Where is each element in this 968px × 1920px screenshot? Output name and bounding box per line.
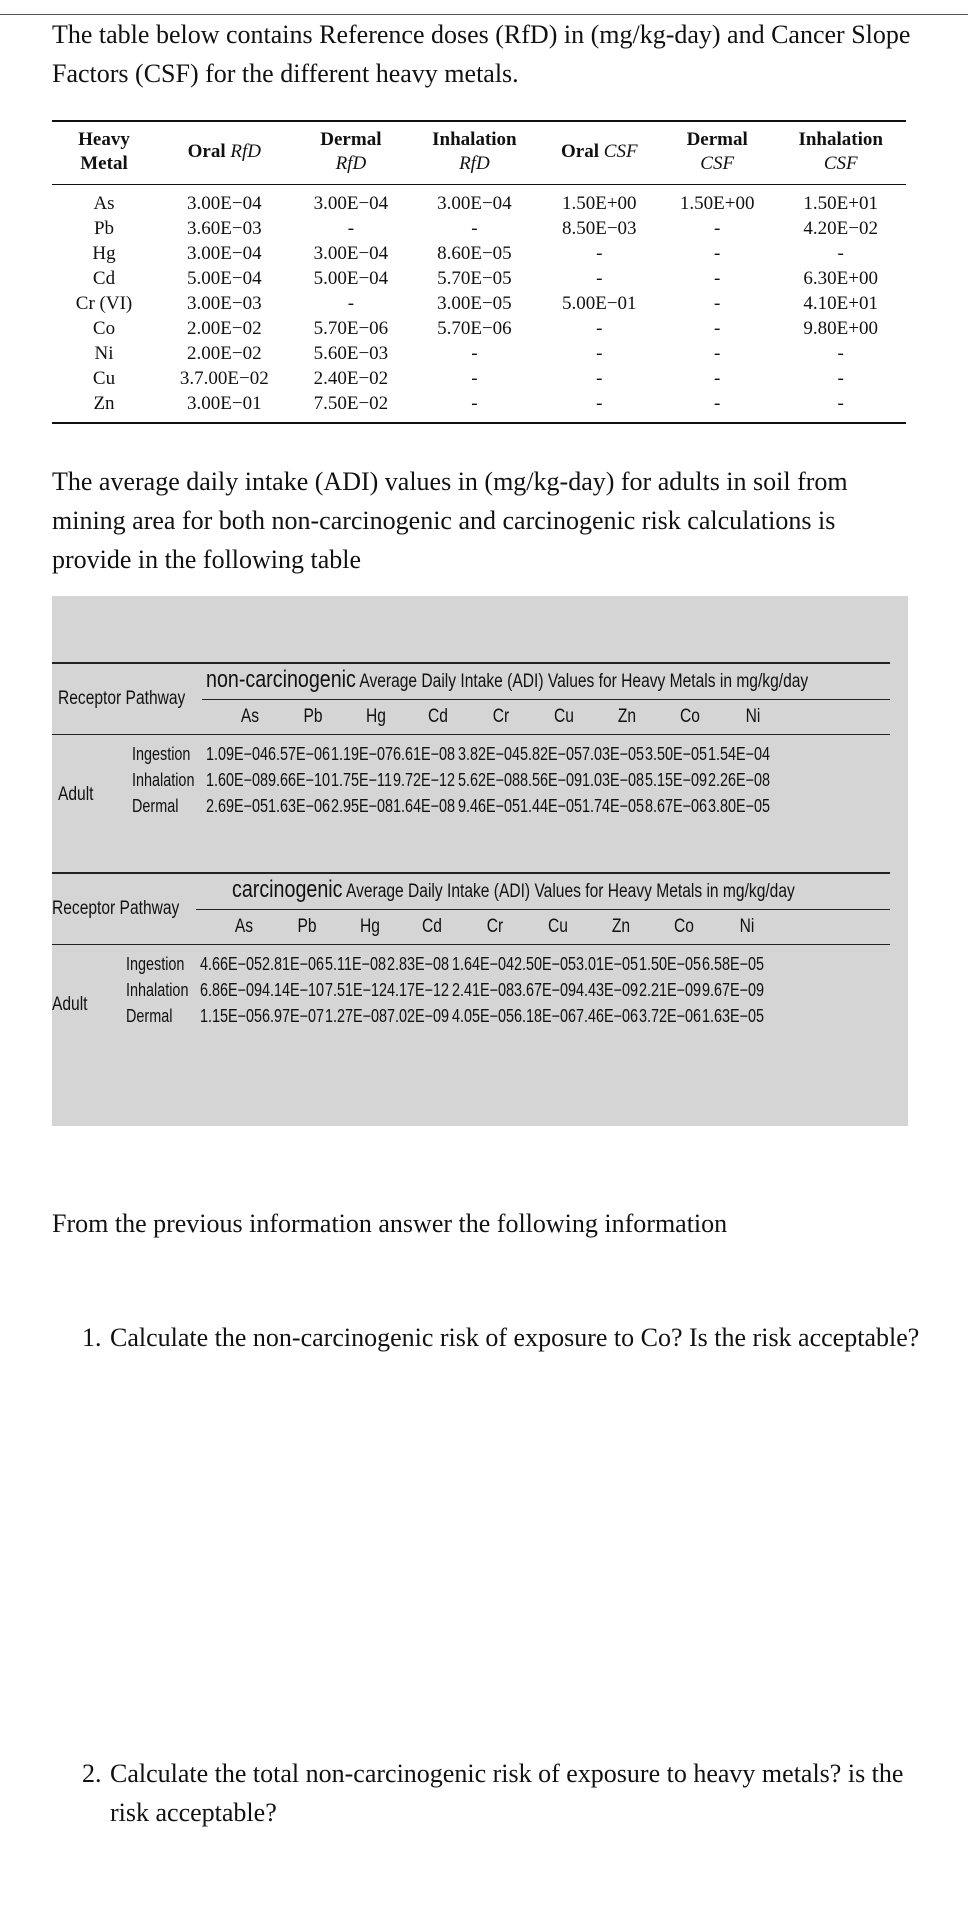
value-cell: -: [714, 293, 721, 314]
value-cell: -: [409, 391, 540, 423]
adi-value-cell: 6.61E−08: [393, 744, 456, 764]
rfd-header-row: [52, 121, 906, 185]
value-cell: 3.60E−03: [187, 218, 262, 239]
table-top-rule: [52, 662, 890, 664]
value-cell: -: [596, 343, 603, 364]
adi-value-cell: 7.51E−12: [325, 980, 388, 1000]
metal-header: Cu: [554, 706, 574, 727]
adi-row: [52, 744, 890, 770]
adi-tables-image: [52, 596, 908, 1126]
adi-value-cell: 2.83E−08: [387, 954, 450, 974]
metal-header: Co: [674, 916, 694, 937]
value-cell: 5.00E−04: [187, 268, 262, 289]
metal-header: Ni: [739, 916, 755, 937]
value-cell: 5.00E−01: [561, 293, 637, 314]
question-2: [82, 1754, 940, 1832]
header-bottom-rule: [52, 944, 890, 945]
adi-value-cell: 6.86E−09: [200, 980, 263, 1000]
adi-value-cell: 3.72E−06: [639, 1006, 702, 1026]
value-cell: -: [775, 391, 906, 423]
value-cell: 8.50E−03: [561, 218, 637, 239]
metal-name-cell: Zn: [52, 391, 156, 423]
adi-value-cell: 1.15E−05: [200, 1006, 263, 1026]
value-cell: 3.00E−04: [187, 193, 262, 214]
value-cell: -: [471, 218, 478, 239]
adi-value-cell: 4.66E−05: [200, 954, 263, 974]
metal-name-cell: Hg: [92, 243, 116, 264]
metal-header: Hg: [366, 706, 386, 727]
value-cell: -: [837, 243, 844, 264]
rfd-row: [52, 366, 906, 391]
metal-header: Zn: [617, 706, 637, 727]
adi-value-cell: 7.46E−06: [576, 1006, 639, 1026]
adi-value-cell: 9.46E−05: [458, 796, 521, 816]
metal-name-cell: Cu: [92, 368, 116, 389]
rfd-row: [52, 341, 906, 366]
rfd-csf-table: [52, 120, 906, 424]
question-1-text: Calculate the non-carcinogenic risk of exposure to Co? Is the risk acceptable?: [110, 1323, 920, 1352]
rfd-row: [52, 185, 906, 217]
adi-value-cell: 1.74E−05: [582, 796, 645, 816]
adi-row: [52, 980, 890, 1006]
adi-row: [52, 954, 890, 980]
adi-value-cell: 5.11E−08: [325, 954, 386, 974]
metal-header: Zn: [611, 916, 631, 937]
adi-value-cell: 4.05E−05: [452, 1006, 515, 1026]
adi-value-cell: 1.27E−08: [325, 1006, 388, 1026]
adi-value-cell: 8.56E−09: [520, 770, 583, 790]
adi-value-cell: 2.81E−06: [262, 954, 325, 974]
caption-lead: carcinogenic: [232, 876, 343, 903]
pathway-cell: Dermal: [132, 796, 179, 816]
header-oral-csf: Oral CSF: [540, 121, 659, 185]
adi-value-cell: 3.67E−09: [514, 980, 577, 1000]
adi-value-cell: 1.50E−05: [639, 954, 702, 974]
value-cell: -: [714, 243, 721, 264]
value-cell: -: [714, 368, 721, 389]
followup-paragraph: From the previous information answer the following information: [52, 1209, 728, 1238]
pathway-label: Pathway: [119, 898, 180, 919]
adi-value-cell: 4.14E−10: [262, 980, 325, 1000]
receptor-adult: Adult: [52, 994, 88, 1015]
adi-value-cell: 1.60E−08: [206, 770, 269, 790]
metal-header: Cu: [548, 916, 568, 937]
header-inhalation-csf: Inhalation CSF: [775, 121, 906, 185]
value-cell: -: [596, 318, 603, 339]
adi-value-cell: 1.64E−04: [452, 954, 515, 974]
value-cell: -: [714, 318, 721, 339]
metal-header: Pb: [297, 916, 317, 937]
pathway-cell: Ingestion: [132, 744, 191, 764]
adi-value-cell: 5.15E−09: [645, 770, 708, 790]
metal-header-row: [52, 916, 890, 940]
adi-value-cell: 1.03E−08: [582, 770, 645, 790]
adi-value-cell: 2.95E−08: [331, 796, 394, 816]
value-cell: -: [347, 293, 355, 314]
table-caption: [232, 876, 795, 904]
header-inhalation-rfd: Inhalation RfD: [409, 121, 540, 185]
value-cell: 4.20E−02: [803, 218, 878, 239]
receptor-label: Receptor: [58, 688, 122, 709]
adi-value-cell: 2.26E−08: [708, 770, 771, 790]
value-cell: 3.00E−05: [437, 293, 512, 314]
metal-header: Ni: [745, 706, 761, 727]
adi-value-cell: 7.02E−09: [387, 1006, 450, 1026]
adi-value-cell: 6.97E−07: [262, 1006, 325, 1026]
adi-value-cell: 3.50E−05: [645, 744, 708, 764]
adi-value-cell: 2.21E−09: [639, 980, 702, 1000]
metal-name-cell: Pb: [93, 218, 115, 239]
adi-value-cell: 4.43E−09: [576, 980, 639, 1000]
value-cell: 3.00E−04: [313, 193, 389, 214]
value-cell: 3.00E−03: [187, 293, 262, 314]
value-cell: -: [714, 268, 721, 289]
metal-header: Hg: [360, 916, 380, 937]
adi-row: [52, 1006, 890, 1032]
value-cell: 4.10E+01: [803, 293, 878, 314]
adi-value-cell: 1.64E−08: [393, 796, 456, 816]
metal-header: Cr: [492, 706, 510, 727]
metal-header: Cd: [422, 916, 442, 937]
intro-paragraph: The table below contains Reference doses (RfD) in (mg/kg-day) and Cancer Slope Factors (CSF) for the different heavy metals.: [52, 20, 911, 88]
metal-name-cell: Co: [92, 318, 116, 339]
value-cell: 1.50E+01: [803, 193, 878, 214]
adi-value-cell: 1.75E−11: [331, 770, 392, 790]
metal-header: Pb: [303, 706, 323, 727]
adi-value-cell: 9.72E−12: [393, 770, 456, 790]
table-top-rule: [52, 872, 890, 874]
adi-row: [52, 770, 890, 796]
adi-value-cell: 6.57E−06: [268, 744, 331, 764]
value-cell: 8.60E−05: [437, 243, 512, 264]
value-cell: 5.70E−06: [313, 318, 389, 339]
adi-value-cell: 3.80E−05: [708, 796, 771, 816]
rfd-row: [52, 216, 906, 241]
adi-value-cell: 2.69E−05: [206, 796, 269, 816]
question-1: [82, 1318, 940, 1357]
rfd-row: [52, 391, 906, 423]
header-bottom-rule: [52, 734, 890, 735]
metal-header: As: [240, 706, 260, 727]
value-cell: -: [471, 368, 478, 389]
adi-value-cell: 1.44E−05: [520, 796, 583, 816]
value-cell: -: [714, 218, 721, 239]
adi-value-cell: 7.03E−05: [582, 744, 645, 764]
value-cell: 2.00E−02: [187, 318, 262, 339]
value-cell: -: [347, 218, 355, 239]
value-cell: 7.50E−02: [293, 391, 410, 423]
value-cell: -: [659, 391, 776, 423]
value-cell: 1.50E+00: [679, 193, 755, 214]
rfd-row: [52, 291, 906, 316]
value-cell: 3.00E−04: [313, 243, 389, 264]
header-heavy-metal: Heavy Metal: [52, 121, 156, 185]
value-cell: 1.50E+00: [561, 193, 637, 214]
question-2-text: Calculate the total non-carcinogenic risk of exposure to heavy metals? is the risk acceptable?: [110, 1759, 904, 1827]
pathway-label: Pathway: [125, 688, 186, 709]
header-dermal-rfd: Dermal RfD: [293, 121, 410, 185]
adi-value-cell: 2.41E−08: [452, 980, 515, 1000]
value-cell: 3.00E−04: [437, 193, 512, 214]
adi-value-cell: 1.19E−07: [331, 744, 394, 764]
adi-value-cell: 4.17E−12: [387, 980, 450, 1000]
metal-name-cell: As: [93, 193, 115, 214]
question-1-number: 1.: [82, 1323, 102, 1352]
metal-header: As: [234, 916, 254, 937]
adi-value-cell: 9.66E−10: [268, 770, 331, 790]
value-cell: 3.00E−04: [187, 243, 262, 264]
value-cell: -: [596, 243, 603, 264]
metal-header: Cr: [486, 916, 504, 937]
value-cell: -: [596, 268, 603, 289]
caption-lead: non-carcinogenic: [206, 666, 356, 693]
value-cell: 2.00E−02: [187, 343, 262, 364]
adi-value-cell: 1.63E−05: [702, 1006, 765, 1026]
header-mid-rule: [202, 699, 890, 700]
value-cell: 5.70E−06: [437, 318, 512, 339]
caption-rest: Average Daily Intake (ADI) Values for Heavy Metals in mg/kg/day: [345, 881, 795, 902]
value-cell: 3.00E−01: [156, 391, 293, 423]
value-cell: 3.7.00E−02: [179, 368, 269, 389]
adi-value-cell: 5.62E−08: [458, 770, 521, 790]
rfd-row: [52, 241, 906, 266]
value-cell: 2.40E−02: [313, 368, 389, 389]
value-cell: -: [714, 343, 721, 364]
adi-value-cell: 1.09E−04: [206, 744, 269, 764]
header-mid-rule: [196, 909, 890, 910]
adi-value-cell: 5.82E−05: [520, 744, 583, 764]
value-cell: -: [837, 368, 844, 389]
table-caption: [206, 666, 808, 694]
value-cell: 9.80E+00: [803, 318, 878, 339]
metal-header-row: [52, 706, 890, 730]
adi-value-cell: 2.50E−05: [514, 954, 577, 974]
rfd-row: [52, 316, 906, 341]
adi-value-cell: 9.67E−09: [702, 980, 765, 1000]
value-cell: -: [837, 343, 844, 364]
adi-value-cell: 3.01E−05: [576, 954, 639, 974]
metal-header: Co: [680, 706, 700, 727]
value-cell: -: [596, 368, 603, 389]
value-cell: 5.60E−03: [313, 343, 389, 364]
value-cell: 5.70E−05: [437, 268, 512, 289]
metal-name-cell: Ni: [94, 343, 114, 364]
value-cell: 6.30E+00: [803, 268, 878, 289]
adi-value-cell: 6.58E−05: [702, 954, 765, 974]
adi-row: [52, 796, 890, 822]
metal-name-cell: Cd: [92, 268, 116, 289]
pathway-cell: Inhalation: [126, 980, 189, 1000]
value-cell: -: [471, 343, 478, 364]
adi-value-cell: 8.67E−06: [645, 796, 708, 816]
pathway-cell: Dermal: [126, 1006, 173, 1026]
question-2-number: 2.: [82, 1759, 102, 1788]
adi-value-cell: 1.63E−06: [268, 796, 331, 816]
header-oral-rfd: Oral RfD: [156, 121, 293, 185]
value-cell: 5.00E−04: [313, 268, 389, 289]
adi-value-cell: 3.82E−04: [458, 744, 521, 764]
pathway-cell: Inhalation: [132, 770, 195, 790]
header-dermal-csf: Dermal CSF: [659, 121, 776, 185]
caption-rest: Average Daily Intake (ADI) Values for Heavy Metals in mg/kg/day: [359, 671, 809, 692]
receptor-label: Receptor: [52, 898, 116, 919]
pathway-cell: Ingestion: [126, 954, 185, 974]
metal-name-cell: Cr (VI): [75, 293, 133, 314]
adi-intro-paragraph: The average daily intake (ADI) values in (mg/kg-day) for adults in soil from mining area for both non-carcinogenic and carcinogenic risk calculations is provide in the following table: [52, 467, 848, 574]
value-cell: -: [540, 391, 659, 423]
metal-header: Cd: [428, 706, 448, 727]
adi-value-cell: 1.54E−04: [708, 744, 771, 764]
rfd-row: [52, 266, 906, 291]
receptor-adult: Adult: [58, 784, 94, 805]
adi-value-cell: 6.18E−06: [514, 1006, 577, 1026]
